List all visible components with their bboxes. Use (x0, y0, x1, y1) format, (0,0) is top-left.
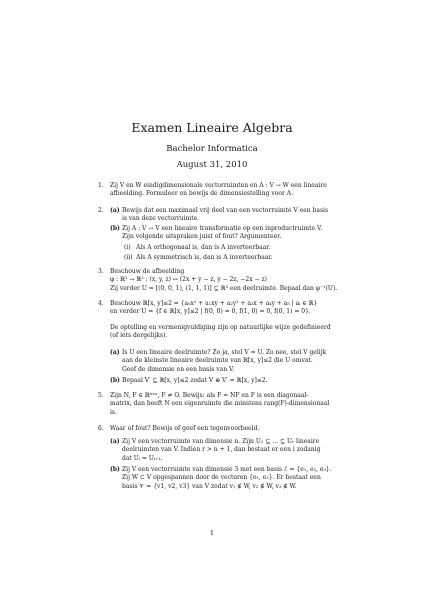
question-4a-line-2: aan de kleinste lineaire deelruimte van ℝ[x, y]≤2 die U omvat. (122, 357, 313, 365)
question-6b-line-1: Zij V een vectorruimte van dimensie 3 met een basis ℰ = {e₁, e₂, e₃}. (122, 466, 332, 473)
question-2b-i (124, 244, 336, 252)
question-2a (110, 207, 340, 224)
question-3-line-3: Zij verder U = [(0, 0, 1), (1, 1, 1)] ⊆ ℝ³ een deelruimte. Bepaal dan φ⁻¹(U). (110, 284, 338, 292)
question-5 (98, 392, 340, 417)
question-4b-line-1: Bepaal V′ ⊆ ℝ[x, y]≤2 zodat V ⊕ V′ = ℝ[x, y]≤2. (122, 377, 268, 384)
question-3-number: 3. (98, 268, 104, 275)
question-4b-label: (b) (110, 377, 120, 384)
question-6a-line-3: dat Uᵢ = Uᵢ₊₁. (122, 454, 163, 462)
question-1-number: 1. (98, 182, 104, 189)
question-4a-label: (a) (110, 349, 120, 356)
question-5-line-3: is. (110, 408, 117, 416)
question-2b-ii-text: Als A symmetrisch is, dan is A inverteerbaar. (136, 254, 273, 261)
question-2b-ii (124, 254, 336, 262)
question-6b-line-3: basis 𝒱 = {v1, v2, v3} van V zodat v₁ ∉ W, v₂ ∉ W, v₃ ∉ W. (122, 482, 297, 490)
question-3-line-2: φ : ℝ³ → ℝ² : (x, y, z) ↦ (2x + y − z, y − 2z, −2x − z) (110, 276, 267, 284)
question-4a-line-1: Is U een lineaire deelruimte? Zo ja, stel V = U. Zo nee, stel V gelijk (122, 349, 327, 356)
question-6a-line-2: deelruimten van V. Indien r > n + 1, dan bestaat er een i zodanig (122, 446, 321, 454)
question-4-line-1: Beschouw ℝ[x, y]≤2 = {a₀x² + a₁xy + a₂y² + a₃x + a₄y + a₅ | aᵢ ∈ ℝ} (110, 300, 318, 307)
question-4 (98, 300, 340, 384)
question-2b (110, 225, 340, 242)
question-2b-i-label: (i) (124, 244, 131, 251)
question-2a-line-2: is van deze vectorruimte. (122, 215, 200, 223)
question-6-line-1: Waar of fout? Bewijs of geef een tegenvoorbeeld. (110, 425, 260, 432)
question-2b-label: (b) (110, 225, 120, 232)
question-2a-line-1: Bewijs dat een maximaal vrij deel van een vectorruimte V een basis (122, 207, 329, 214)
question-1-line-2: afbeelding. Formuleer en bewijs de dimensiestelling voor A. (110, 190, 293, 198)
question-4-line-4: (of iets dergelijks). (110, 331, 168, 339)
question-6a-line-1: Zij V een vectorruimte van dimensie n. Zijn U₁ ⊆ … ⊆ Uᵣ lineaire (122, 438, 320, 445)
question-2b-line-1: Zij A : V → V een lineaire transformatie op een inproductruimte V. (122, 225, 323, 232)
question-2b-i-text: Als A orthogonaal is, dan is A inverteerbaar. (136, 244, 271, 251)
question-5-line-1: Zijn N, F ∈ ℝⁿˣⁿ, F ≠ O. Bewijs: als F = NF en F is een diagonaal- (110, 392, 309, 399)
question-5-number: 5. (98, 392, 104, 399)
question-4a-line-3: Geef de dimensie en een basis van V. (122, 365, 235, 373)
question-6-number: 6. (98, 425, 104, 432)
question-6b (110, 466, 340, 491)
question-2-number: 2. (98, 207, 104, 214)
question-4-line-3: De optelling en vermenigvuldiging zijn op natuurlijke wijze gedefinieerd (110, 323, 331, 331)
question-5-line-2: matrix, dan heeft N een eigenruimte die minstens rang(F)-dimensionaal (110, 400, 330, 408)
question-6b-line-2: Zij W ⊂ V opgespannen door de vectoren {e₁, e₂}. Er bestaat een (122, 474, 321, 482)
question-4-number: 4. (98, 300, 104, 307)
exam-subtitle: Bachelor Informatica (166, 144, 258, 154)
question-6 (98, 425, 340, 490)
exam-date: August 31, 2010 (176, 160, 248, 170)
question-4b (110, 377, 340, 385)
question-1-line-1: Zij V en W eindigdimensionale vectorruimten en A : V → W een lineaire (110, 182, 327, 189)
question-4-line-2: en verder U = {f ∈ ℝ[x, y]≤2 | f(0, 0) = 0, f(1, 0) = 0, f(0, 1) = 0}. (110, 308, 311, 316)
page-number: 1 (209, 529, 215, 537)
question-2b-ii-label: (ii) (124, 254, 133, 261)
question-3-line-1: Beschouw de afbeelding (110, 268, 185, 275)
question-6a-label: (a) (110, 438, 120, 445)
question-6b-label: (b) (110, 466, 120, 473)
question-2a-label: (a) (110, 207, 120, 214)
question-4a (110, 349, 340, 374)
question-6a (110, 438, 340, 463)
exam-title: Examen Lineaire Algebra (131, 120, 293, 135)
question-2b-line-2: Zijn volgende uitspraken juist of fout? Argumenteer. (122, 233, 282, 241)
question-1 (98, 182, 340, 199)
question-3 (98, 268, 340, 293)
